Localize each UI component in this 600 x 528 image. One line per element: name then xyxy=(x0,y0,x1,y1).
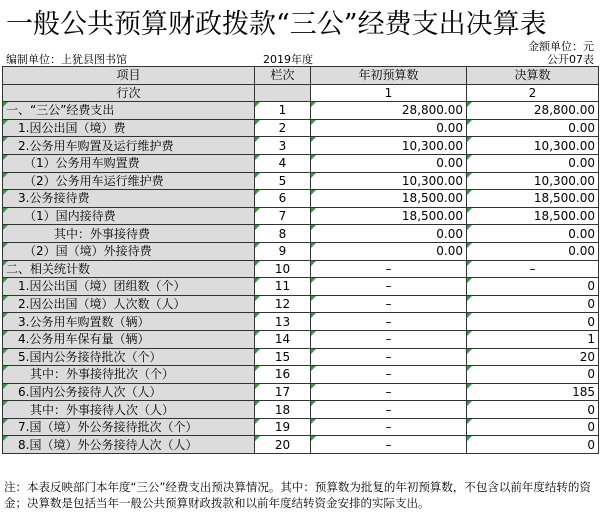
cell-marker xyxy=(467,296,472,301)
cell-marker xyxy=(3,190,8,195)
row-final-text: 0 xyxy=(587,314,595,329)
row-final-text: 0 xyxy=(587,279,595,294)
cell-marker xyxy=(311,384,316,389)
cell-marker xyxy=(255,331,260,336)
cell-marker xyxy=(467,366,472,371)
row-budget-text: 28,800.00 xyxy=(401,103,463,118)
header-final-col: 2 xyxy=(467,84,599,102)
cell-marker xyxy=(255,296,260,301)
row-item-text: 2.公务用车购置及运行维护费 xyxy=(6,138,174,153)
row-seq xyxy=(255,348,311,366)
row-budget xyxy=(311,418,467,436)
table-row xyxy=(3,190,599,208)
row-budget-text: – xyxy=(385,402,392,417)
row-seq xyxy=(255,313,311,331)
row-budget xyxy=(311,436,467,454)
cell-marker xyxy=(467,419,472,424)
cell-marker xyxy=(467,313,472,318)
row-item-text: 7.国（境）外公务接待批次（个） xyxy=(6,420,198,435)
cell-marker xyxy=(255,261,260,266)
row-seq xyxy=(255,383,311,401)
table-row xyxy=(3,102,599,120)
cell-marker xyxy=(3,366,8,371)
table-row xyxy=(3,172,599,190)
table-row xyxy=(3,137,599,155)
row-final xyxy=(467,119,599,137)
row-seq xyxy=(255,418,311,436)
row-budget-text: 0.00 xyxy=(436,121,463,136)
cell-marker xyxy=(3,313,8,318)
cell-marker xyxy=(467,102,472,107)
row-budget xyxy=(311,102,467,120)
row-final xyxy=(467,418,599,436)
row-seq xyxy=(255,207,311,225)
cell-marker xyxy=(311,190,316,195)
table-row xyxy=(3,225,599,243)
cell-marker xyxy=(311,137,316,142)
row-final-text: 18,500.00 xyxy=(533,209,595,224)
row-item-text: 3.公务用车购置数（辆） xyxy=(6,314,150,329)
row-budget xyxy=(311,260,467,278)
header-item: 项目 xyxy=(3,67,255,85)
row-seq-text: 13 xyxy=(274,314,291,329)
row-seq-text: 10 xyxy=(274,261,291,276)
cell-marker xyxy=(3,296,8,301)
row-item xyxy=(3,313,255,331)
row-item xyxy=(3,242,255,260)
cell-marker xyxy=(311,366,316,371)
header-final: 决算数 xyxy=(467,67,599,85)
row-final-text: 28,800.00 xyxy=(533,103,595,118)
row-seq-text: 1 xyxy=(278,103,287,118)
cell-marker xyxy=(3,261,8,266)
cell-marker xyxy=(3,384,8,389)
cell-marker xyxy=(467,384,472,389)
row-final-text: – xyxy=(529,261,536,276)
row-item-text: 一、“三公”经费支出 xyxy=(6,103,115,118)
cell-marker xyxy=(3,278,8,283)
form-code: 公开07表 xyxy=(547,53,594,66)
cell-marker xyxy=(311,419,316,424)
cell-marker xyxy=(311,349,316,354)
row-seq xyxy=(255,366,311,384)
row-seq-text: 11 xyxy=(274,279,291,294)
table-row xyxy=(3,401,599,419)
row-item xyxy=(3,119,255,137)
row-seq-text: 20 xyxy=(274,437,291,452)
row-item xyxy=(3,172,255,190)
table-row xyxy=(3,436,599,454)
row-budget-text: 10,300.00 xyxy=(401,173,463,188)
cell-marker xyxy=(311,313,316,318)
row-final xyxy=(467,190,599,208)
row-budget-text: – xyxy=(385,332,392,347)
row-item xyxy=(3,366,255,384)
row-item xyxy=(3,278,255,296)
cell-marker xyxy=(467,120,472,125)
row-final xyxy=(467,366,599,384)
row-seq-text: 16 xyxy=(274,367,291,382)
cell-marker xyxy=(467,155,472,160)
cell-marker xyxy=(255,120,260,125)
row-seq xyxy=(255,119,311,137)
row-seq-text: 8 xyxy=(278,226,287,241)
table-row xyxy=(3,366,599,384)
row-budget xyxy=(311,154,467,172)
cell-marker xyxy=(311,261,316,266)
row-budget xyxy=(311,366,467,384)
row-seq-text: 2 xyxy=(278,121,287,136)
header-row-label: 行次 xyxy=(3,84,255,102)
cell-marker xyxy=(255,243,260,248)
row-item xyxy=(3,137,255,155)
header-index-row xyxy=(3,84,599,102)
row-seq xyxy=(255,278,311,296)
row-item xyxy=(3,260,255,278)
row-seq-text: 6 xyxy=(278,191,287,206)
cell-marker xyxy=(467,331,472,336)
row-final xyxy=(467,102,599,120)
row-budget xyxy=(311,383,467,401)
cell-marker xyxy=(3,436,8,441)
row-final-text: 10,300.00 xyxy=(533,138,595,153)
cell-marker xyxy=(3,102,8,107)
row-budget-text: 18,500.00 xyxy=(401,191,463,206)
row-final xyxy=(467,260,599,278)
cell-marker xyxy=(3,225,8,230)
row-item-text: 其中：外事接待人次（人） xyxy=(6,402,175,417)
row-item xyxy=(3,418,255,436)
header-budget: 年初预算数 xyxy=(311,67,467,85)
cell-marker xyxy=(3,208,8,213)
cell-marker xyxy=(255,419,260,424)
cell-marker xyxy=(311,155,316,160)
row-budget xyxy=(311,295,467,313)
row-budget-text: 18,500.00 xyxy=(401,209,463,224)
row-final xyxy=(467,225,599,243)
meta-row xyxy=(0,51,600,65)
row-item-text: 3.公务接待费 xyxy=(6,191,90,206)
row-item xyxy=(3,383,255,401)
row-final-text: 0.00 xyxy=(568,156,595,171)
cell-marker xyxy=(467,349,472,354)
row-item xyxy=(3,295,255,313)
cell-marker xyxy=(255,173,260,178)
row-budget-text: – xyxy=(385,297,392,312)
cell-marker xyxy=(467,137,472,142)
cell-marker xyxy=(255,137,260,142)
row-item-text: 4.公务用车保有量（辆） xyxy=(6,332,150,347)
row-budget-text: – xyxy=(385,384,392,399)
row-seq xyxy=(255,330,311,348)
row-budget-text: – xyxy=(385,349,392,364)
row-item-text: 6.国内公务接待人次（人） xyxy=(6,384,162,399)
row-final xyxy=(467,330,599,348)
row-budget xyxy=(311,207,467,225)
table-row xyxy=(3,260,599,278)
cell-marker xyxy=(255,208,260,213)
row-seq xyxy=(255,137,311,155)
row-budget-text: 0.00 xyxy=(436,156,463,171)
row-seq-text: 12 xyxy=(274,297,291,312)
row-final-text: 0 xyxy=(587,297,595,312)
cell-marker xyxy=(3,349,8,354)
cell-marker xyxy=(311,331,316,336)
row-budget xyxy=(311,401,467,419)
cell-marker xyxy=(3,120,8,125)
cell-marker xyxy=(255,436,260,441)
row-item-text: 其中：外事接待费 xyxy=(6,226,151,241)
row-final-text: 185 xyxy=(572,384,595,399)
row-seq xyxy=(255,102,311,120)
row-final xyxy=(467,383,599,401)
table-title: 一般公共预算财政拨款“三公”经费支出决算表 xyxy=(6,9,547,40)
row-item-text: 5.国内公务接待批次（个） xyxy=(6,349,162,364)
table-row xyxy=(3,330,599,348)
row-budget xyxy=(311,119,467,137)
cell-marker xyxy=(467,208,472,213)
cell-marker xyxy=(467,261,472,266)
row-final xyxy=(467,172,599,190)
footnote: 注：本表反映部门本年度“三公”经费支出预决算情况。其中：预算数为批复的年初预算数，不包含以前年度结转的资金；决算数是包括当年一般公共预算财政拨款和以前年度结转资金安排的实际支出。 xyxy=(4,480,591,510)
header-blank xyxy=(255,84,311,102)
row-item-text: 2.因公出国（境）人次数（人） xyxy=(6,297,186,312)
cell-marker xyxy=(255,155,260,160)
row-final-text: 18,500.00 xyxy=(533,191,595,206)
cell-marker xyxy=(467,173,472,178)
unit-label: 金额单位：元 xyxy=(528,40,594,53)
cell-marker xyxy=(467,190,472,195)
row-budget xyxy=(311,330,467,348)
row-budget-text: – xyxy=(385,420,392,435)
cell-marker xyxy=(467,401,472,406)
row-item-text: 二、相关统计数 xyxy=(6,261,91,276)
table-row xyxy=(3,154,599,172)
row-budget xyxy=(311,313,467,331)
row-seq xyxy=(255,401,311,419)
row-seq xyxy=(255,436,311,454)
cell-marker xyxy=(255,313,260,318)
row-item xyxy=(3,436,255,454)
row-budget xyxy=(311,348,467,366)
cell-marker xyxy=(467,278,472,283)
row-budget-text: – xyxy=(385,437,392,452)
row-budget-text: – xyxy=(385,261,392,276)
row-item xyxy=(3,190,255,208)
row-final xyxy=(467,401,599,419)
cell-marker xyxy=(255,225,260,230)
row-seq xyxy=(255,242,311,260)
row-item-text: 1.因公出国（境）费 xyxy=(6,121,126,136)
table-row xyxy=(3,278,599,296)
cell-marker xyxy=(3,331,8,336)
cell-marker xyxy=(3,155,8,160)
row-final-text: 20 xyxy=(579,349,595,364)
row-final-text: 0 xyxy=(587,402,595,417)
cell-marker xyxy=(255,278,260,283)
cell-marker xyxy=(311,243,316,248)
row-budget-text: 0.00 xyxy=(436,226,463,241)
row-budget xyxy=(311,225,467,243)
cell-marker xyxy=(311,296,316,301)
row-seq-text: 15 xyxy=(274,349,291,364)
cell-marker xyxy=(3,419,8,424)
row-final xyxy=(467,436,599,454)
row-budget xyxy=(311,278,467,296)
row-budget-text: – xyxy=(385,314,392,329)
row-seq-text: 14 xyxy=(274,332,291,347)
row-final xyxy=(467,348,599,366)
cell-marker xyxy=(255,401,260,406)
row-seq xyxy=(255,260,311,278)
cell-marker xyxy=(255,102,260,107)
cell-marker xyxy=(311,225,316,230)
row-item xyxy=(3,154,255,172)
row-item-text: （1）国内接待费 xyxy=(6,209,116,224)
row-budget xyxy=(311,190,467,208)
cell-marker xyxy=(311,173,316,178)
cell-marker xyxy=(255,366,260,371)
row-item xyxy=(3,401,255,419)
cell-marker xyxy=(255,349,260,354)
row-seq-text: 17 xyxy=(274,384,291,399)
row-final-text: 0 xyxy=(587,420,595,435)
cell-marker xyxy=(311,120,316,125)
cell-marker xyxy=(3,243,8,248)
row-item-text: （2）国（境）外接待费 xyxy=(6,244,152,259)
row-seq xyxy=(255,190,311,208)
row-seq xyxy=(255,172,311,190)
table-row xyxy=(3,119,599,137)
row-final-text: 0.00 xyxy=(568,226,595,241)
row-item-text: （1）公务用车购置费 xyxy=(6,156,140,171)
row-final-text: 10,300.00 xyxy=(533,173,595,188)
row-final xyxy=(467,137,599,155)
row-final xyxy=(467,207,599,225)
row-seq-text: 4 xyxy=(278,156,287,171)
cell-marker xyxy=(3,137,8,142)
row-final xyxy=(467,313,599,331)
org-label: 编制单位：上犹县图书馆 xyxy=(6,53,127,66)
header-budget-col: 1 xyxy=(311,84,467,102)
cell-marker xyxy=(467,436,472,441)
row-seq-text: 19 xyxy=(274,420,291,435)
row-final-text: 0 xyxy=(587,367,595,382)
row-item-text: 1.因公出国（境）团组数（个） xyxy=(6,279,186,294)
row-final-text: 0 xyxy=(587,437,595,452)
row-item xyxy=(3,225,255,243)
row-budget-text: – xyxy=(385,367,392,382)
table-row xyxy=(3,313,599,331)
expense-table xyxy=(2,66,599,454)
row-final xyxy=(467,278,599,296)
row-seq-text: 9 xyxy=(278,244,287,259)
row-final xyxy=(467,295,599,313)
row-budget xyxy=(311,137,467,155)
table-row xyxy=(3,207,599,225)
cell-marker xyxy=(3,173,8,178)
table-row xyxy=(3,418,599,436)
table-row xyxy=(3,295,599,313)
cell-marker xyxy=(467,225,472,230)
table-row xyxy=(3,348,599,366)
cell-marker xyxy=(311,278,316,283)
row-item xyxy=(3,207,255,225)
cell-marker xyxy=(311,102,316,107)
cell-marker xyxy=(311,401,316,406)
row-final-text: 0.00 xyxy=(568,244,595,259)
row-budget xyxy=(311,172,467,190)
row-seq xyxy=(255,154,311,172)
row-budget-text: 10,300.00 xyxy=(401,138,463,153)
cell-marker xyxy=(255,384,260,389)
cell-marker xyxy=(311,436,316,441)
row-item xyxy=(3,330,255,348)
row-item-text: 其中：外事接待批次（个） xyxy=(6,367,175,382)
row-budget-text: 0.00 xyxy=(436,244,463,259)
row-final-text: 1 xyxy=(587,332,595,347)
row-seq-text: 18 xyxy=(274,402,291,417)
row-seq xyxy=(255,225,311,243)
cell-marker xyxy=(255,190,260,195)
row-seq xyxy=(255,295,311,313)
row-seq-text: 5 xyxy=(278,173,287,188)
row-final xyxy=(467,154,599,172)
row-item-text: （2）公务用车运行维护费 xyxy=(6,173,164,188)
row-final-text: 0.00 xyxy=(568,121,595,136)
row-item-text: 8.国（境）外公务接待人次（人） xyxy=(6,437,198,452)
row-seq-text: 7 xyxy=(278,209,287,224)
table-row xyxy=(3,383,599,401)
row-budget xyxy=(311,242,467,260)
cell-marker xyxy=(311,208,316,213)
cell-marker xyxy=(3,401,8,406)
row-item xyxy=(3,102,255,120)
cell-marker xyxy=(467,243,472,248)
header-row xyxy=(3,67,599,85)
row-seq-text: 3 xyxy=(278,138,287,153)
header-seq: 栏次 xyxy=(255,67,311,85)
row-final xyxy=(467,242,599,260)
row-budget-text: – xyxy=(385,279,392,294)
year-label: 2019年度 xyxy=(263,53,313,66)
table-row xyxy=(3,242,599,260)
row-item xyxy=(3,348,255,366)
